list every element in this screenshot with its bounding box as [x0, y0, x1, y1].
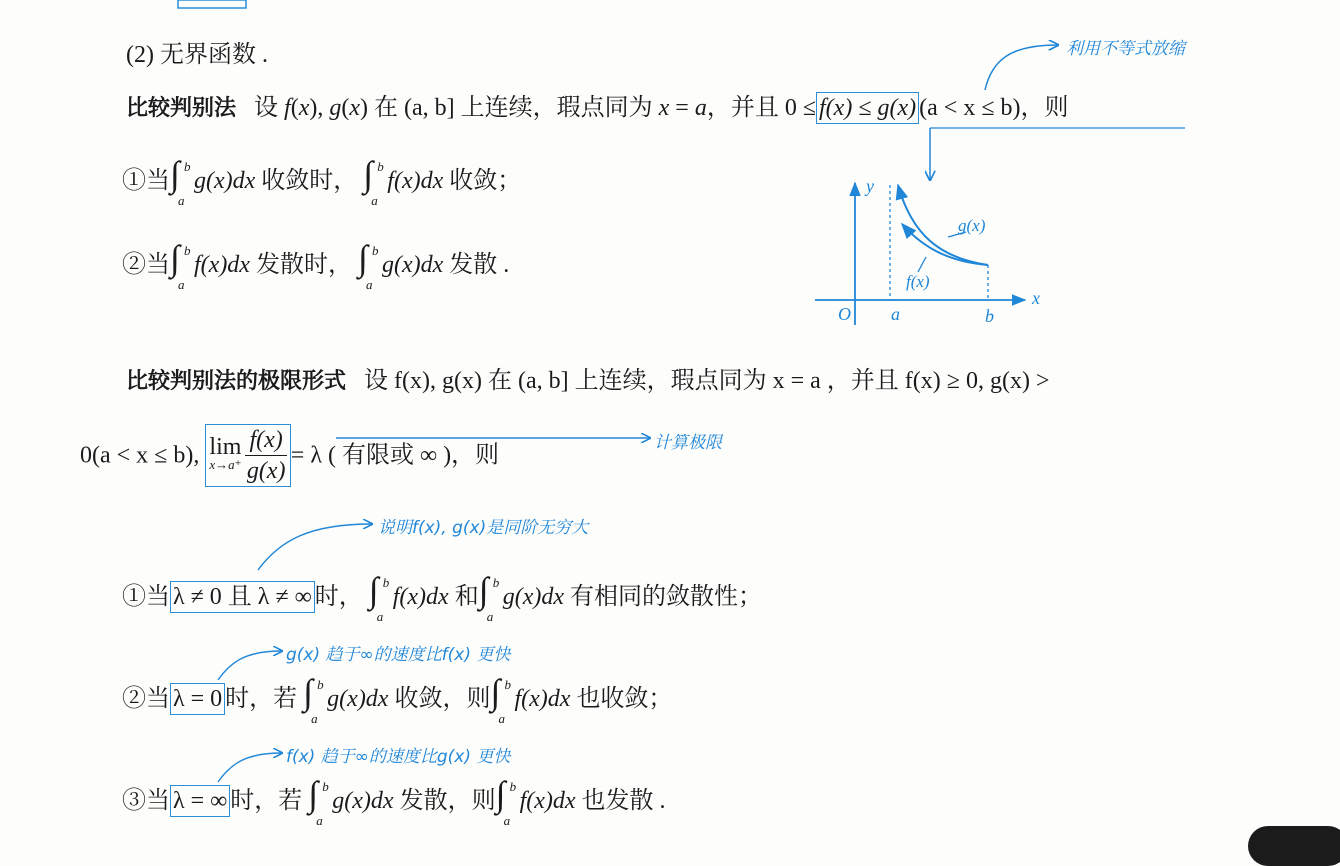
- limit-form-term: 比较判别法的极限形式: [126, 368, 347, 393]
- note-limit: 计算极限: [654, 433, 722, 453]
- comparison-intro: 设: [254, 95, 279, 121]
- rule-2-tail: 发散 .: [449, 252, 510, 278]
- comparison-line: 比较判别法 设 f(x), g(x) 在 (a, b] 上连续，瑕点同为 x = a，并且 0 ≤ f(x) ≤ g(x) (a < x ≤ b)，则: [126, 92, 1068, 124]
- integral-g: ∫ b a: [308, 774, 329, 828]
- integral-f: ∫ b a: [363, 154, 384, 208]
- b-label: b: [985, 306, 994, 326]
- case-2-mid: 时，若: [225, 686, 298, 712]
- case-2-box: λ = 0: [170, 683, 225, 715]
- case-1: [122, 570, 762, 624]
- comparison-term: 比较判别法: [126, 95, 237, 120]
- case-3-box: λ = ∞: [170, 785, 230, 817]
- integral-f: ∫ b a: [495, 774, 517, 828]
- case-3-div: 发散，则: [399, 788, 496, 814]
- limit-box: [205, 424, 290, 487]
- case-3-tail: 也发散 .: [581, 788, 666, 814]
- case-3-mid: 时，若: [230, 788, 303, 814]
- rule-2-lead: ②当: [122, 252, 170, 278]
- corner-widget[interactable]: [1248, 826, 1340, 866]
- integrand-g: g(x)dx: [502, 584, 564, 610]
- lim-word: lim: [209, 433, 242, 460]
- fraction-numerator: f(x): [245, 425, 286, 456]
- y-axis-label: y: [866, 176, 874, 196]
- case-2-tail: 也收敛；: [576, 686, 673, 712]
- limit-form-line-1: [126, 366, 1049, 396]
- integrand-f: f(x)dx: [392, 584, 449, 610]
- integrand-g: g(x)dx: [194, 168, 256, 194]
- integral-f: ∫ b a: [170, 238, 191, 292]
- integral-f: ∫ b a: [368, 570, 390, 624]
- x-axis-label: x: [1032, 288, 1040, 308]
- f-faster-note-arrow: [218, 753, 282, 782]
- rule-1-mid: 收敛时，: [261, 168, 358, 194]
- comparison-condition: 在 (a, b] 上连续，瑕点同为: [374, 95, 653, 121]
- case-1-mid: 时，: [314, 584, 363, 610]
- integral-f: ∫ b a: [490, 672, 511, 726]
- case-1-box: λ ≠ 0 且 λ ≠ ∞: [170, 581, 315, 613]
- integral-g: ∫ b a: [170, 154, 191, 208]
- comparison-and: ，并且: [706, 95, 779, 121]
- g-faster-note-arrow: [218, 651, 282, 680]
- limit-form-line1: 设 f(x), g(x) 在 (a, b] 上连续，瑕点同为 x = a ，并且 f(x) ≥ 0, g(x) >: [364, 368, 1050, 394]
- note-f-faster: f(x) 趋于∞的速度比g(x) 更快: [286, 747, 511, 767]
- note-same-order: 说明f(x), g(x)是同阶无穷大: [378, 518, 589, 538]
- case-2: [122, 672, 673, 726]
- limit-line2-end: = λ ( 有限或 ∞ )，则: [290, 442, 500, 469]
- limit-fraction: [245, 425, 286, 486]
- cropped-box: [178, 0, 246, 8]
- origin-label: O: [838, 304, 851, 324]
- integrand-g: g(x)dx: [327, 686, 389, 712]
- rule-1: [122, 154, 522, 208]
- rule-1-lead: ①当: [122, 168, 170, 194]
- inequality-note-arrow: [985, 45, 1058, 90]
- rule-1-tail: 收敛；: [449, 168, 522, 194]
- a-label: a: [891, 304, 900, 324]
- integral-g: ∫ b a: [357, 238, 379, 292]
- integrand-f: f(x)dx: [519, 788, 576, 814]
- limit-line2-start: 0(a < x ≤ b),: [80, 442, 200, 469]
- note-inequality: 利用不等式放缩: [1066, 39, 1185, 59]
- integrand-f: f(x)dx: [194, 252, 250, 278]
- same-order-note-arrow: [258, 524, 372, 570]
- case-2-conv: 收敛，则: [394, 686, 491, 712]
- rule-2-mid: 发散时，: [255, 252, 352, 278]
- case-1-lead: ①当: [122, 584, 170, 610]
- g-curve-label: g(x): [958, 216, 986, 235]
- section-heading: (2) 无界函数 .: [126, 42, 268, 68]
- lim-sub: x→a⁺: [209, 456, 242, 472]
- case-1-and: 和: [454, 584, 479, 610]
- ineq-zero: 0 ≤: [784, 95, 817, 121]
- case-3-lead: ③当: [122, 788, 170, 814]
- integrand-g: g(x)dx: [332, 788, 394, 814]
- integrand-f: f(x)dx: [514, 686, 571, 712]
- comparison-range: (a < x ≤ b)，则: [919, 95, 1069, 121]
- fraction-denominator: g(x): [246, 458, 286, 484]
- integral-g: ∫ b a: [478, 570, 500, 624]
- limit-form-line-2: [80, 424, 499, 487]
- f-curve-label: f(x): [906, 272, 930, 291]
- integral-g: ∫ b a: [303, 672, 324, 726]
- case-3: [122, 774, 666, 828]
- integrand-f: f(x)dx: [387, 168, 444, 194]
- integrand-g: g(x)dx: [381, 252, 444, 278]
- rule-2: [122, 238, 510, 292]
- case-1-tail: 有相同的敛散性；: [570, 584, 762, 610]
- case-2-lead: ②当: [122, 686, 170, 712]
- f-leader: [918, 257, 926, 272]
- note-g-faster: g(x) 趋于∞的速度比f(x) 更快: [286, 645, 511, 665]
- inequality-box: f(x) ≤ g(x): [816, 92, 919, 124]
